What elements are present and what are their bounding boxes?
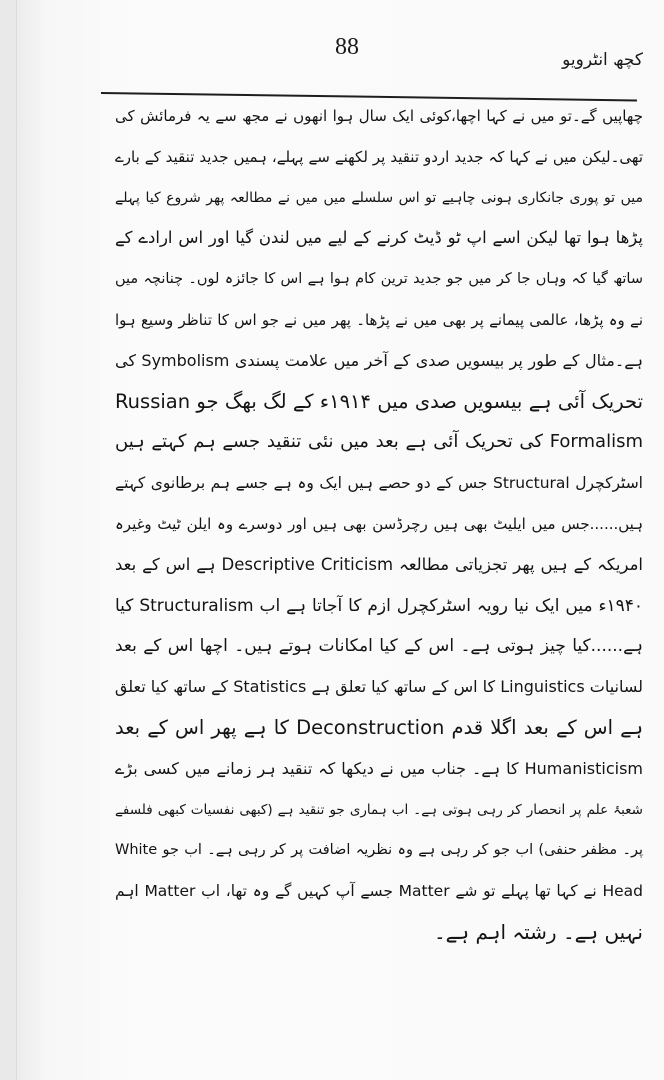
text-line: شعبۂ علم پر انحصار کر رہی ہوتی ہے۔ اب ہماری جو تنقید ہے (کبھی نفسیات کبھی فلسفے bbox=[115, 801, 643, 818]
page-number: 88 bbox=[335, 34, 359, 60]
text-line: تحریک آئی ہے بیسویں صدی میں ۱۹۱۴ء کے لگ بھگ جو Russian bbox=[115, 389, 643, 413]
text-line: Formalism کی تحریک آئی ہے بعد میں نئی تنقید جسے ہم کہتے ہیں bbox=[115, 431, 643, 453]
text-line: پر۔ مظفر حنفی) اب جو کر رہی ہے وہ نظریہ اضافت پر کر رہی ہے۔ اب جو White bbox=[115, 842, 643, 859]
book-page bbox=[16, 0, 664, 1080]
text-line: ہے۔مثال کے طور پر بیسویں صدی کے آخر میں علامت پسندی Symbolism کی bbox=[115, 350, 643, 370]
text-line-last: نہیں ہے۔ رشتہ اہم ہے۔ bbox=[433, 919, 643, 944]
body-text bbox=[115, 96, 643, 953]
text-line: ہے......کیا چیز ہوتی ہے۔ اس کے کیا امکانات ہوتے ہیں۔ اچھا اس کے بعد bbox=[115, 636, 643, 657]
text-line: میں تو پوری جانکاری ہونی چاہیے تو اس سلسلے میں میں نے مطالعہ پھر شروع کیا پہلے bbox=[115, 189, 643, 206]
text-line: ۱۹۴۰ء میں ایک نیا رویہ اسٹرکچرل ازم کا آجاتا ہے اب Structuralism کیا bbox=[115, 595, 643, 616]
text-line: پڑھا ہوا تھا لیکن اسے اپ ٹو ڈیٹ کرنے کے لیے میں لندن گیا اور اس ارادے کے bbox=[115, 228, 643, 248]
text-line: چھاپیں گے۔تو میں نے کہا اچھا،کوئی ایک سال ہوا انھوں نے مجھ سے یہ فرمائش کی bbox=[115, 107, 643, 125]
text-line: تھی۔لیکن میں نے کہا کہ جدید اردو تنقید پر لکھنے سے پہلے، ہمیں جدید تنقید کے بارے bbox=[115, 147, 643, 166]
text-line: امریکہ کے ہیں پھر تجزیاتی مطالعہ Descriptive Criticism ہے اس کے بعد bbox=[115, 554, 643, 574]
text-line: ہے اس کے بعد اگلا قدم Deconstruction کا ہے پھر اس کے بعد bbox=[115, 715, 643, 739]
text-line: ہیں......جس میں ایلیٹ بھی ہیں رچرڈسن بھی ہیں اور دوسرے وہ ایلن ٹیٹ وغیرہ bbox=[115, 514, 643, 533]
text-line: Head نے کہا تھا پہلے تو شے Matter جسے آپ کہیں گے وہ تھا، اب Matter اہم bbox=[115, 882, 643, 901]
text-line: اسٹرکچرل Structural جس کے دو حصے ہیں ایک وہ ہے جسے ہم برطانوی کہتے bbox=[115, 474, 643, 493]
running-head: کچھ انٹرویو bbox=[562, 50, 643, 70]
text-line: لسانیات Linguistics کا اس کے ساتھ کیا تعلق ہے Statistics کے ساتھ کیا تعلق bbox=[115, 677, 643, 697]
text-line: ساتھ گیا کہ وہاں جا کر میں جو جدید ترین کام ہوا ہے اس کا جائزہ لوں۔ چنانچہ میں bbox=[115, 271, 643, 288]
text-line: نے وہ پڑھا، عالمی پیمانے پر بھی میں نے پڑھا۔ پھر میں نے جو اس کا تناظر وسیع ہوا bbox=[115, 310, 643, 329]
text-line: Humanisticism کا ہے۔ جناب میں نے دیکھا کہ تنقید ہر زمانے میں کسی بڑے bbox=[115, 758, 643, 778]
